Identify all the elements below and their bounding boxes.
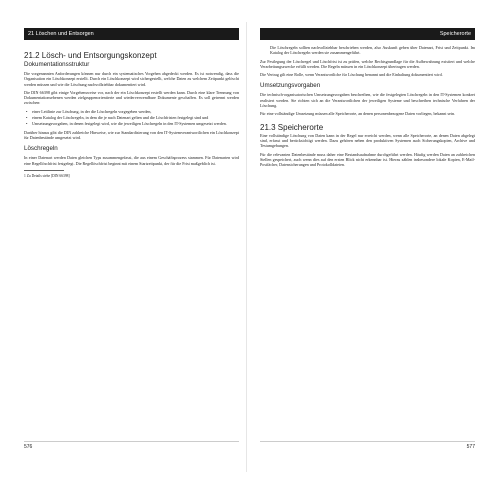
paragraph: Für eine vollständige Umsetzung müssen alle Speicherorte, an denen personenbezogene Daten vorliegen, bekannt sein.: [260, 111, 456, 117]
right-running-header: [260, 28, 475, 40]
section-title-21-2: 21.2 Lösch- und Entsorgungskonzept: [24, 51, 157, 60]
list-item: • einer Leitlinie zur Löschung, in der die Löschregeln vorgegeben werden,: [24, 109, 239, 114]
paragraph: Die DIN 66398 gibt einige Vorgehensweise vor, nach der ein Löschkonzept erstellt werden kann. Durch eine klare Trennung von Dokumentationsebenen werden zielgruppenorientierte und wiederverwendbare Dokumente geschaffen. Es soll getrennt werden zwischen:: [24, 89, 239, 106]
page-number-left: 576: [24, 444, 33, 450]
subsection-loeschregeln: Löschregeln: [24, 145, 58, 153]
right-content: [260, 40, 475, 167]
footer-rule: [24, 441, 239, 442]
right-header-title: Speicherorte: [439, 31, 471, 37]
left-running-header: [24, 28, 239, 40]
paragraph: Für die relevanten Datenbestände muss daher eine Bestandsaufnahme durchgeführt werden. Häufig werden Daten an zahlreichen Stellen gespeichert, auch wenn dies auf den ersten Blick nicht erkennbar ist. Hierzu zählen insbesondere lokale Kopien, E-Mail-Postfächer, Datensicherungen und Protokolldateien.: [260, 151, 475, 168]
footer-rule: [260, 441, 475, 442]
left-header-title: 21 Löschen und Entsorgen: [28, 31, 94, 37]
left-content: [24, 40, 239, 179]
paragraph: In einer Datenart werden Daten gleichen Typs zusammengefasst, die aus einem Geschäftsprozess stammen. Für Datenarten wird eine Regellöschfrist festgelegt. Die Regellöschfrist beginnt mit einem Startzeitpunkt, der für die Frist maßgeblich ist.: [24, 155, 239, 166]
section-title-21-3: 21.3 Speicherorte: [260, 122, 324, 132]
paragraph: Darüber hinaus gibt die DIN zahlreiche Hinweise, wie zur Standardisierung von den IT-Systemverantwortlichen ein Löschkonzept für Datenbestände umgesetzt wird.: [24, 129, 239, 140]
subsection-dokumentationsstruktur: Dokumentationsstruktur: [24, 61, 90, 68]
paragraph: Die Löschregeln sollten nachvollziehbar beschrieben werden, also Auskunft geben über Datenart, Frist und Zeitpunkt. Im Katalog der Löschregeln werden sie zusammengeführt.: [270, 45, 475, 56]
paragraph: Die vorgenannten Anforderungen können nur durch ein systematisches Vorgehen abgedeckt werden. Es ist notwendig, dass die Organisation ein Löschkonzept erstellt. Durch ein Löschkonzept wird sichergestellt, welche Daten zu welchem Zeitpunkt gelöscht werden müssen und wie die Löschung nachvollziehbar dokumentiert wird.: [24, 71, 239, 87]
left-page: [24, 28, 239, 460]
paragraph: Die Vertrag gilt eine Rolle, wenn Verantwortliche für Löschung benannt und die Einhaltung dokumentiert wird.: [260, 72, 443, 78]
paragraph: Zur Festlegung der Löschregel und Löschfrist ist zu prüfen, welche Rechtsgrundlage für die Aufbewahrung existiert und welche Verarbeitungszwecke erfüllt werden. Die Regeln müssen in ein Löschkonzept übertragen werden.: [260, 58, 475, 69]
list-item: • einem Katalog der Löschregeln, in dem die je nach Datenart gelten und die Löschfristen festgelegt sind und: [24, 115, 239, 120]
right-page: [260, 28, 475, 460]
gutter: [246, 22, 247, 472]
footnote: 1 Zu Details siehe [DIN 66398]: [24, 174, 70, 179]
paragraph: Eine vollständige Löschung von Daten kann in der Regel nur erreicht werden, wenn alle Speicherorte, an denen Daten abgelegt sind, erfasst und berücksichtigt werden. Dazu gehören neben den produktiven Systemen auch Sicherungskopien, Archive und Testumgebungen.: [260, 132, 475, 149]
footnote-rule: [24, 170, 64, 171]
list-item: • Umsetzungsvorgaben, in denen festgelegt wird, wie die jeweiligen Löschregeln in den IT-Systemen umgesetzt werden.: [24, 121, 239, 126]
bullet-list: [24, 109, 239, 127]
paragraph: Die technisch-organisatorischen Umsetzungsvorgaben beschreiben, wie die festgelegten Löschregeln in den IT-Systemen konkret realisiert werden. Sie richten sich an die Verantwortlichen der jeweiligen Systeme und beschreiben technische Verfahren der Löschung.: [260, 92, 475, 109]
subsection-umsetzungsvorgaben: Umsetzungsvorgaben: [260, 82, 321, 90]
page-number-right: 577: [466, 444, 475, 450]
